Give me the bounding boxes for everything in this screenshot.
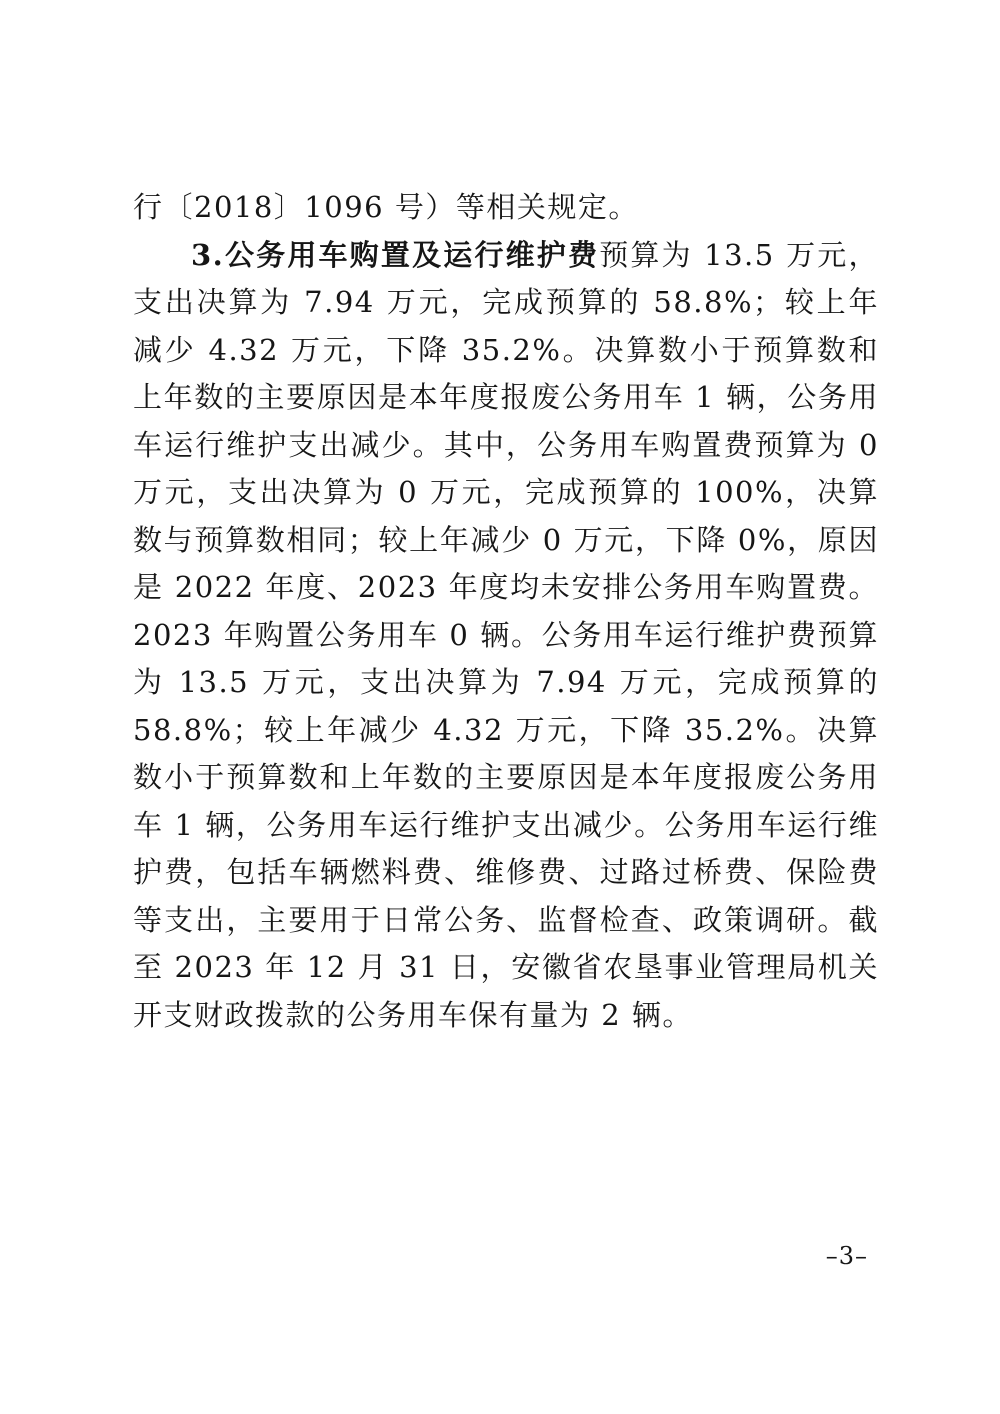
paragraph-vehicle-budget-text: 预算为 13.5 万元，支出决算为 7.94 万元，完成预算的 58.8%；较上年减少 4.32 万元，下降 35.2%。决算数小于预算数和上年数的主要原因是本年度报废公务用车 1 辆，公务用车运行维护支出减少。其中，公务用车购置费预算为 0 万元，支出决算为 0 万元，完成预算的 100%，决算数与预算数相同；较上年减少 0 万元，下降 0%，原因是 2022 年度、2023 年度均未安排公务用车购置费。2023 年购置公务用车 0 辆。公务用车运行维护费预算为 13.5 万元，支出决算为 7.94 万元，完成预算的 58.8%；较上年减少 4.32 万元，下降 35.2%。决算数小于预算数和上年数的主要原因是本年度报废公务用车 1 辆，公务用车运行维护支出减少。公务用车运行维护费，包括车辆燃料费、维修费、过路过桥费、保险费等支出，主要用于日常公务、监督检查、政策调研。截至 2023 年 12 月 31 日，安徽省农垦事业管理局机关开支财政拨款的公务用车保有量为 2 辆。 (133, 237, 879, 1032)
paragraph-regulation-tail (133, 184, 879, 232)
paragraph-vehicle-budget-heading: 3.公务用车购置及运行维护费 (191, 237, 600, 272)
page-number: –3– (825, 1242, 868, 1270)
paragraph-regulation-tail-text: 行〔2018〕1096 号）等相关规定。 (133, 190, 639, 224)
paragraph-vehicle-budget (133, 232, 879, 1040)
document-body (133, 184, 879, 1039)
